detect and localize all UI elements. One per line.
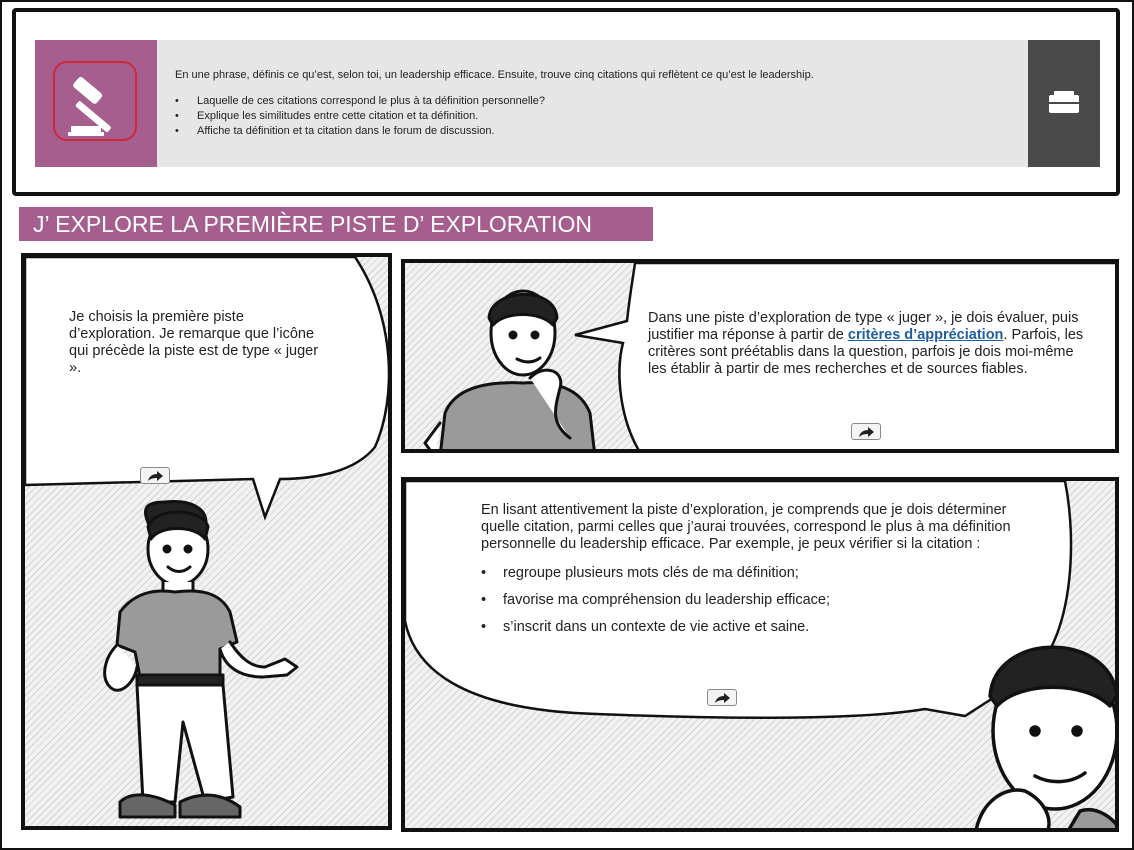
instruction-intro: En une phrase, définis ce qu’est, selon toi, un leadership efficace. Ensuite, trouve cinq citations qui reflètent ce qu’est le leadership. <box>175 69 814 81</box>
next-button[interactable] <box>851 423 881 440</box>
section-heading: J’ EXPLORE LA PREMIÈRE PISTE D’ EXPLORATION <box>19 207 653 241</box>
comic-panel-2 <box>401 259 1119 453</box>
instruction-text <box>175 68 1025 139</box>
gavel-icon <box>35 40 157 167</box>
comic-panel-3 <box>401 477 1119 832</box>
list-item: • Laquelle de ces citations correspond le plus à ta définition personnelle? <box>175 94 1025 109</box>
bubble-text-part: Dans une piste d’exploration de type « juger », je dois évaluer, puis justifier ma réponse à partir de <box>648 310 1079 343</box>
comic-panel-1 <box>21 253 392 830</box>
list-item: • s’inscrit dans un contexte de vie active et saine. <box>481 619 1011 636</box>
next-button[interactable] <box>707 689 737 706</box>
bubble-text-part: . Parfois, les critères sont préétablis dans la question, parfois je dois moi-même les établir à partir de mes recherches et de sources fiables. <box>648 327 1084 377</box>
gavel-tile <box>35 40 157 167</box>
list-item: • regroupe plusieurs mots clés de ma définition; <box>481 565 1011 582</box>
list-item: • Affiche ta définition et ta citation dans le forum de discussion. <box>175 124 1025 139</box>
list-item: • favorise ma compréhension du leadership efficace; <box>481 592 1011 609</box>
briefcase-tile[interactable] <box>1028 40 1100 167</box>
next-button[interactable] <box>140 467 170 484</box>
bubble-text <box>481 502 1011 646</box>
bubble-text: Je choisis la première piste d’exploration. Je remarque que l’icône qui précède la piste est de type « juger ». <box>69 309 319 376</box>
instruction-card <box>12 8 1120 196</box>
next-arrow-icon <box>857 426 875 438</box>
briefcase-icon <box>1028 40 1100 167</box>
bubble-intro: En lisant attentivement la piste d’exploration, je comprends que je dois déterminer quelle citation, parmi celles que j’aurai trouvées, correspond le plus à ma définition personnelle du leadership efficace. Par exemple, je peux vérifier si la citation : <box>481 502 1011 552</box>
instruction-box <box>35 40 1100 167</box>
instruction-list <box>175 94 1025 139</box>
bubble-text <box>648 310 1088 378</box>
criteria-list <box>481 565 1011 636</box>
criteres-link[interactable]: critères d’appréciation <box>847 327 1004 343</box>
next-arrow-icon <box>713 692 731 704</box>
next-arrow-icon <box>146 470 164 482</box>
list-item: • Explique les similitudes entre cette citation et ta définition. <box>175 109 1025 124</box>
